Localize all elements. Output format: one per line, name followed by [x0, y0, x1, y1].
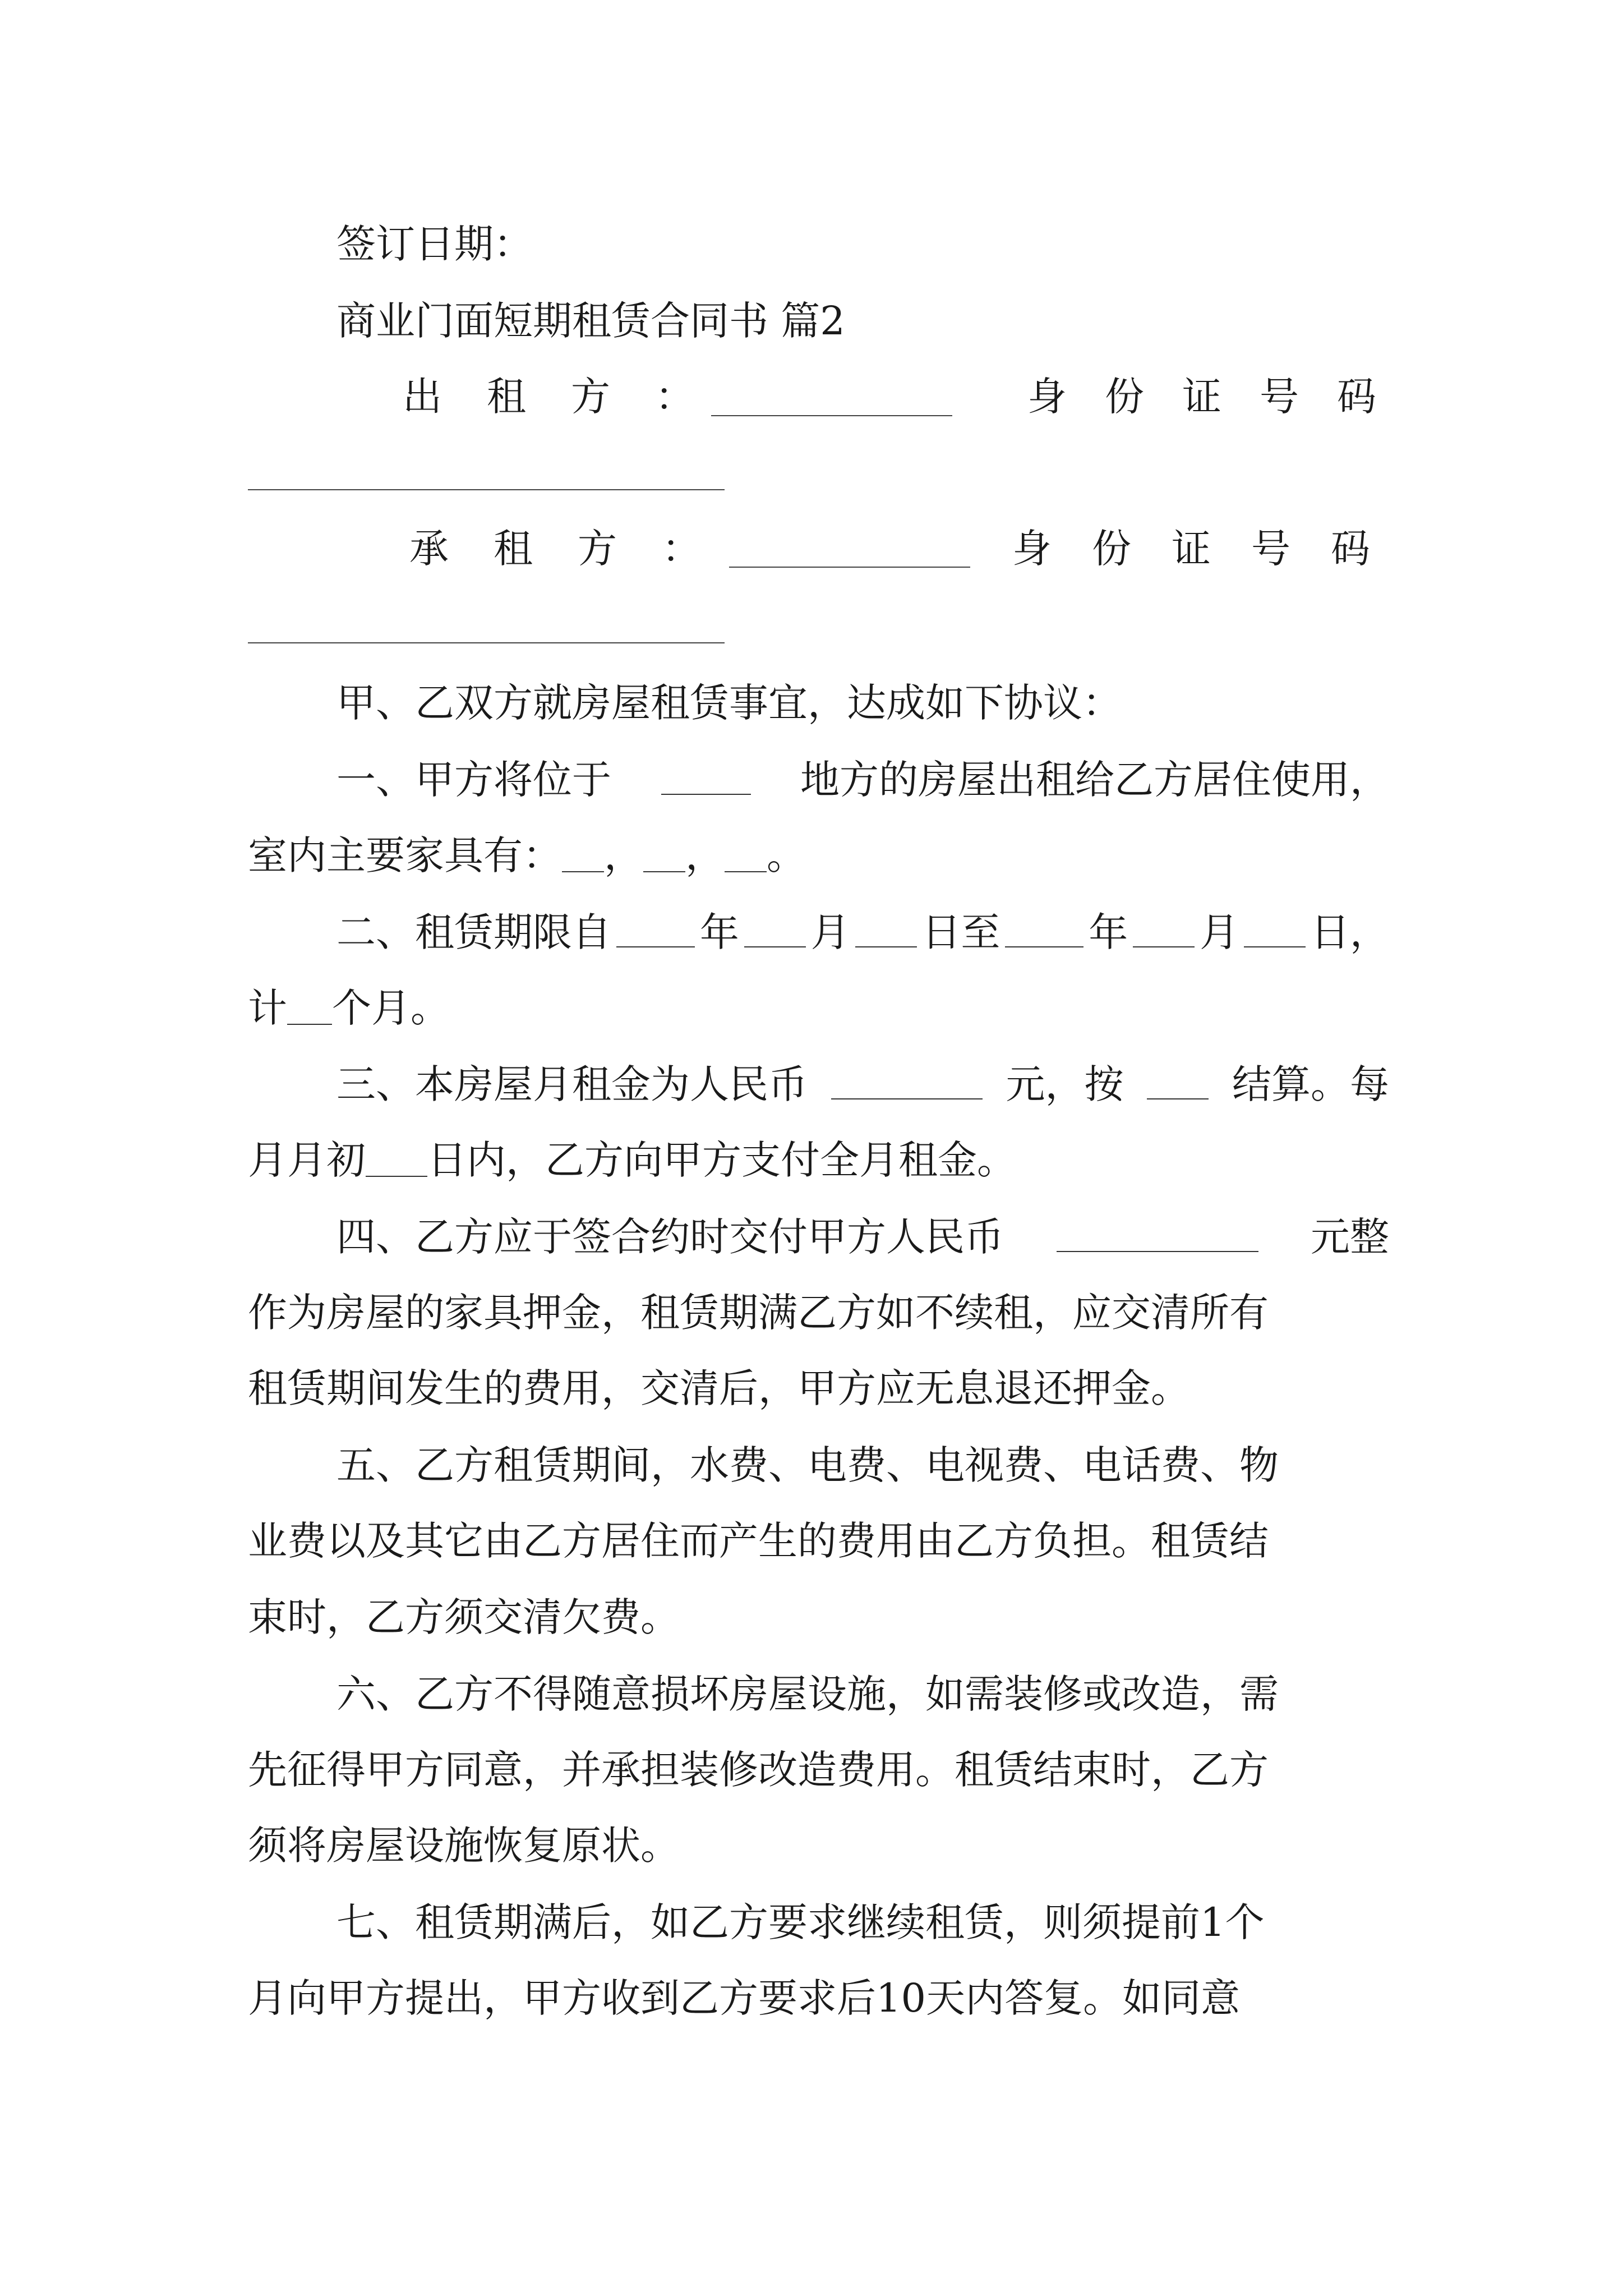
clause-6-line-2: 先征得甲方同意，并承担装修改造费用。租赁结束时，乙方 [248, 1747, 1269, 1793]
end-year-blank [1005, 913, 1083, 947]
clause-4-line-3: 租赁期间发生的费用，交清后，甲方应无息退还押金。 [248, 1365, 1190, 1411]
intro-text: 甲、乙双方就房屋租赁事宜，达成如下协议： [336, 680, 1122, 726]
section-title: 商业门面短期租赁合同书 篇2 [336, 298, 845, 344]
settlement-blank [1147, 1065, 1209, 1099]
lessor-id-blank [248, 489, 725, 490]
lessee-id-label: 身份证号码 [1012, 526, 1410, 572]
clause-7-line-2: 月向甲方提出，甲方收到乙方要求后10天内答复。如同意 [248, 1975, 1241, 2021]
lessee-id-blank [248, 642, 725, 643]
start-day-blank [855, 913, 917, 947]
start-month-blank [744, 913, 806, 947]
clause-3-line-1: 三、本房屋月租金为人民币 元，按 结算。每 [336, 1061, 1389, 1107]
clause-2-line-1: 二、租赁期限自 年 月 日至 年 月 日， [336, 909, 1389, 955]
furniture-blank-2 [643, 838, 685, 872]
payment-day-blank [366, 1142, 427, 1177]
clause-5-line-3: 束时，乙方须交清欠费。 [248, 1594, 680, 1640]
clause-1-line-2: 室内主要家具有： ， ， 。 [248, 832, 806, 878]
lessor-name-blank [711, 415, 952, 416]
clause-7-line-1: 七、租赁期满后，如乙方要求继续租赁，则须提前1个 [336, 1899, 1265, 1945]
clause-5-line-1: 五、乙方租赁期间，水费、电费、电视费、电话费、物 [336, 1442, 1279, 1488]
deposit-amount-blank [1057, 1217, 1258, 1252]
lessor-label: 出租方： [403, 374, 739, 420]
sign-date-label: 签订日期： [336, 221, 533, 267]
location-blank [661, 760, 751, 795]
months-blank [287, 990, 332, 1025]
furniture-blank-1 [562, 838, 604, 872]
furniture-blank-3 [725, 838, 767, 872]
end-day-blank [1244, 913, 1306, 947]
clause-2-line-2: 计 个月。 [248, 985, 450, 1031]
clause-4-line-1: 四、乙方应于签合约时交付甲方人民币 元整 [336, 1214, 1389, 1260]
clause-6-line-1: 六、乙方不得随意损坏房屋设施，如需装修或改造，需 [336, 1671, 1279, 1717]
clause-5-line-2: 业费以及其它由乙方居住而产生的费用由乙方负担。租赁结 [248, 1518, 1269, 1564]
rent-amount-blank [831, 1065, 983, 1099]
clause-4-line-2: 作为房屋的家具押金，租赁期满乙方如不续租，应交清所有 [248, 1290, 1269, 1336]
start-year-blank [616, 913, 695, 947]
lessee-label: 承租方： [409, 526, 746, 572]
clause-6-line-3: 须将房屋设施恢复原状。 [248, 1823, 680, 1869]
lessor-id-label: 身份证号码 [1027, 374, 1414, 420]
end-month-blank [1133, 913, 1195, 947]
lessee-name-blank [729, 567, 970, 568]
clause-1-line-1: 一、甲方将位于 地方的房屋出租给乙方居住使用， [336, 757, 1389, 803]
clause-3-line-2: 月月初 日内，乙方向甲方支付全月租金。 [248, 1137, 1016, 1183]
